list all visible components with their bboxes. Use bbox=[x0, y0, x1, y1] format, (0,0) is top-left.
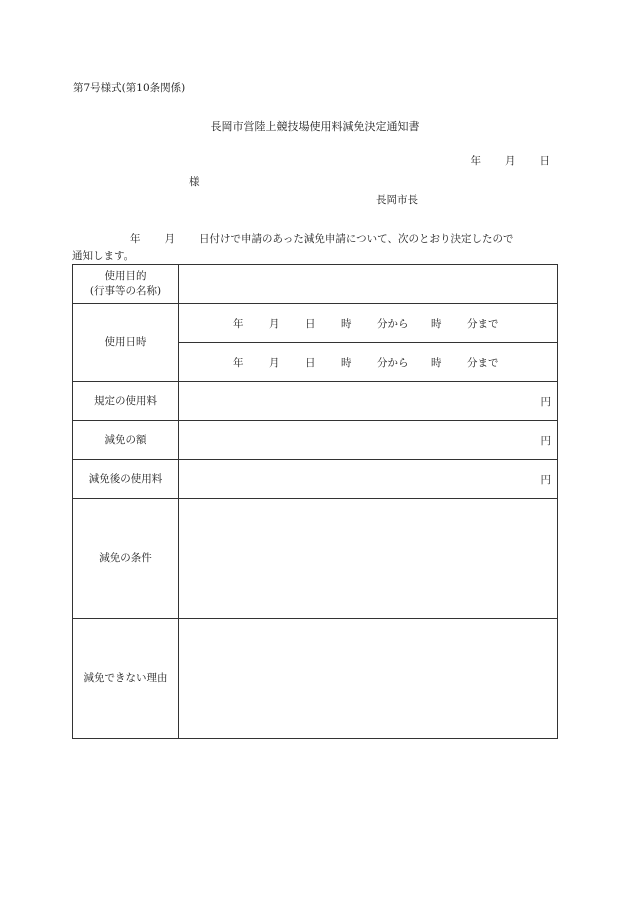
conditions-label: 減免の条件 bbox=[73, 499, 179, 619]
dt2-to: 分まで bbox=[467, 356, 499, 369]
issue-date bbox=[471, 156, 551, 167]
reason-label: 減免できない理由 bbox=[73, 619, 179, 739]
dt2-hour2: 時 bbox=[431, 356, 442, 369]
dt1-month: 月 bbox=[269, 317, 280, 330]
datetime-value-1 bbox=[179, 304, 558, 343]
after-fee-unit: 円 bbox=[540, 473, 551, 486]
body-year: 年 bbox=[130, 233, 141, 245]
dt2-month: 月 bbox=[269, 356, 280, 369]
dt2-hour: 時 bbox=[341, 356, 352, 369]
addressee-honorific: 様 bbox=[189, 176, 200, 188]
body-text-1: 日付けで申請のあった減免申請について、次のとおり決定したので bbox=[199, 233, 514, 245]
form-number: 第7号様式(第10条関係) bbox=[73, 82, 186, 94]
body-text-2: 通知します。 bbox=[72, 250, 135, 262]
year-label: 年 bbox=[470, 155, 481, 167]
purpose-label bbox=[73, 265, 179, 304]
fee-label: 規定の使用料 bbox=[73, 382, 179, 421]
reason-row bbox=[73, 619, 558, 739]
reason-value bbox=[179, 619, 558, 739]
purpose-label-sub: (行事等の名称) bbox=[89, 285, 162, 297]
dt2-day: 日 bbox=[305, 356, 316, 369]
dt1-hour: 時 bbox=[341, 317, 352, 330]
conditions-value bbox=[179, 499, 558, 619]
purpose-row bbox=[73, 265, 558, 304]
body-month: 月 bbox=[164, 233, 175, 245]
after-fee-row bbox=[73, 460, 558, 499]
dt1-hour2: 時 bbox=[431, 317, 442, 330]
fee-unit: 円 bbox=[540, 395, 551, 408]
decision-table bbox=[72, 264, 558, 739]
reduction-unit: 円 bbox=[540, 434, 551, 447]
after-fee-label: 減免後の使用料 bbox=[73, 460, 179, 499]
purpose-label-main: 使用目的 bbox=[104, 270, 147, 282]
dt1-to: 分まで bbox=[467, 317, 499, 330]
dt1-year: 年 bbox=[233, 317, 244, 330]
day-label: 日 bbox=[539, 155, 550, 167]
fee-row bbox=[73, 382, 558, 421]
dt2-year: 年 bbox=[233, 356, 244, 369]
reduction-row bbox=[73, 421, 558, 460]
document-title: 長岡市営陸上競技場使用料減免決定通知書 bbox=[210, 120, 420, 133]
reduction-value bbox=[179, 421, 558, 460]
month-label: 月 bbox=[505, 155, 516, 167]
datetime-value-2 bbox=[179, 343, 558, 382]
notice-body bbox=[72, 231, 556, 265]
issuer-name: 長岡市長 bbox=[376, 194, 418, 206]
datetime-label: 使用日時 bbox=[73, 304, 179, 382]
purpose-value bbox=[179, 265, 558, 304]
conditions-row bbox=[73, 499, 558, 619]
dt1-day: 日 bbox=[305, 317, 316, 330]
after-fee-value bbox=[179, 460, 558, 499]
fee-value bbox=[179, 382, 558, 421]
datetime-row-1 bbox=[73, 304, 558, 343]
dt2-from: 分から bbox=[377, 356, 409, 369]
reduction-label: 減免の額 bbox=[73, 421, 179, 460]
dt1-from: 分から bbox=[377, 317, 409, 330]
